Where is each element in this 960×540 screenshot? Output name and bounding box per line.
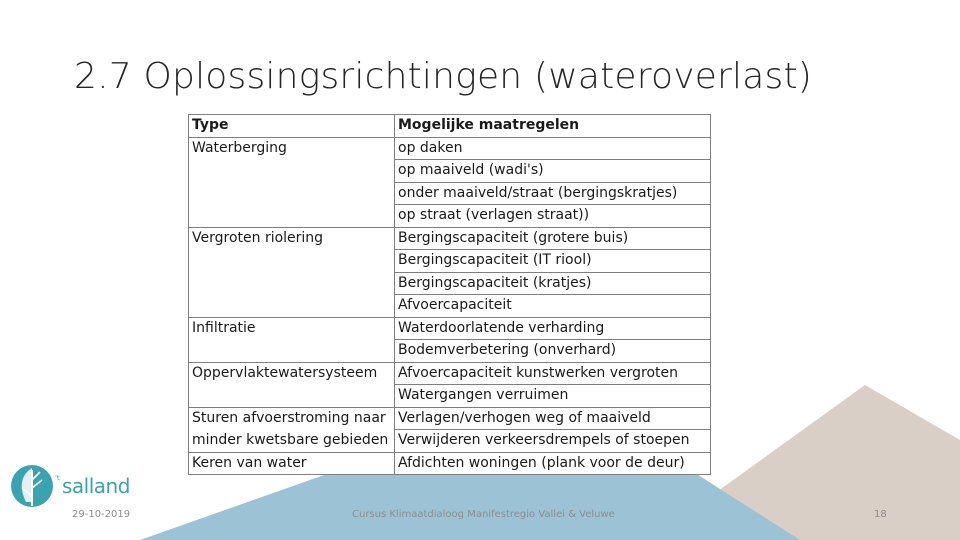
type-cell: minder kwetsbare gebieden	[189, 430, 395, 453]
table-row	[189, 272, 711, 295]
type-cell	[189, 250, 395, 273]
footer-date: 29-10-2019	[72, 509, 131, 520]
type-cell	[189, 160, 395, 183]
type-cell: Oppervlaktewatersysteem	[189, 362, 395, 385]
table-row	[189, 295, 711, 318]
header-type: Type	[189, 115, 395, 138]
table-header-row	[189, 115, 711, 138]
type-cell	[189, 205, 395, 228]
table-row	[189, 452, 711, 475]
measure-cell: Afvoercapaciteit	[395, 295, 711, 318]
table-row	[189, 137, 711, 160]
logo-superscript: 't	[55, 474, 60, 482]
header-measures: Mogelijke maatregelen	[395, 115, 711, 138]
type-cell: Vergroten riolering	[189, 227, 395, 250]
type-cell: Infiltratie	[189, 317, 395, 340]
table-row	[189, 182, 711, 205]
measure-cell: op straat (verlagen straat))	[395, 205, 711, 228]
measures-table	[188, 114, 711, 475]
measure-cell: Waterdoorlatende verharding	[395, 317, 711, 340]
page-number: 18	[874, 509, 887, 520]
measure-cell: onder maaiveld/straat (bergingskratjes)	[395, 182, 711, 205]
logo-name: salland	[62, 474, 130, 498]
table-row	[189, 407, 711, 430]
table-row	[189, 362, 711, 385]
table-row	[189, 430, 711, 453]
type-cell: Sturen afvoerstroming naar	[189, 407, 395, 430]
type-cell: Waterberging	[189, 137, 395, 160]
table-row	[189, 227, 711, 250]
type-cell	[189, 340, 395, 363]
type-cell	[189, 295, 395, 318]
measure-cell: Verwijderen verkeersdrempels of stoepen	[395, 430, 711, 453]
table-row	[189, 340, 711, 363]
measure-cell: Bergingscapaciteit (IT riool)	[395, 250, 711, 273]
table-row	[189, 160, 711, 183]
table-row	[189, 317, 711, 340]
slide-title: 2.7 Oplossingsrichtingen (wateroverlast)	[74, 56, 813, 97]
type-cell	[189, 182, 395, 205]
measure-cell: Watergangen verruimen	[395, 385, 711, 408]
type-cell	[189, 385, 395, 408]
footer-title: Cursus Klimaatdialoog Manifestregio Vallei & Veluwe	[352, 509, 615, 520]
measure-cell: Afdichten woningen (plank voor de deur)	[395, 452, 711, 475]
measure-cell: op maaiveld (wadi's)	[395, 160, 711, 183]
measure-cell: Bergingscapaciteit (kratjes)	[395, 272, 711, 295]
table-row	[189, 385, 711, 408]
type-cell	[189, 272, 395, 295]
measure-cell: op daken	[395, 137, 711, 160]
table-row	[189, 250, 711, 273]
measure-cell: Bodemverbetering (onverhard)	[395, 340, 711, 363]
type-cell: Keren van water	[189, 452, 395, 475]
table-row	[189, 205, 711, 228]
measure-cell: Afvoercapaciteit kunstwerken vergroten	[395, 362, 711, 385]
measure-cell: Verlagen/verhogen weg of maaiveld	[395, 407, 711, 430]
measure-cell: Bergingscapaciteit (grotere buis)	[395, 227, 711, 250]
